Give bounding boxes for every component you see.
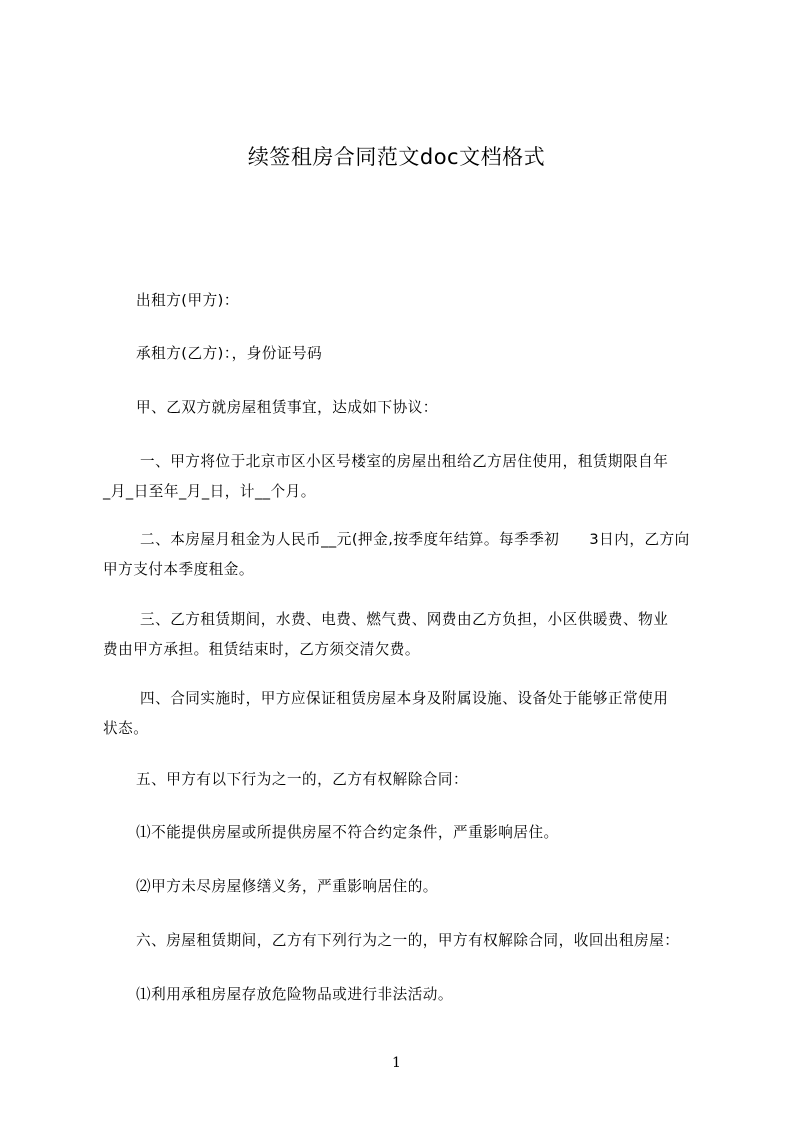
document-title: 续签租房合同范文doc文档格式 bbox=[247, 145, 546, 169]
clause-two-line-head: 二、本房屋月租金为人民币__元(押金,按季度年结算。每季季初 bbox=[140, 531, 560, 548]
clause-two-line-tail: 3日内，乙方向 bbox=[589, 531, 690, 548]
clause-five bbox=[103, 765, 736, 795]
paragraph-line: 三、乙方租赁期间，水费、电费、燃气费、网费由乙方负担，小区供暖费、物业 bbox=[140, 611, 669, 628]
paragraph-line: 五、甲方有以下行为之一的，乙方有权解除合同： bbox=[136, 771, 469, 788]
paragraph-line: ⑴利用承租房屋存放危险物品或进行非法活动。 bbox=[136, 986, 453, 1003]
clause-one bbox=[103, 447, 703, 507]
paragraph-line: ⑵甲方未尽房屋修缮义务，严重影响居住的。 bbox=[136, 878, 438, 895]
paragraph-line: 甲方支付本季度租金。 bbox=[103, 561, 254, 578]
clause-four bbox=[103, 684, 703, 744]
paragraph-line: 甲、乙双方就房屋租赁事宜，达成如下协议： bbox=[136, 399, 438, 416]
paragraph-line: ⑴不能提供房屋或所提供房屋不符合约定条件，严重影响居住。 bbox=[136, 824, 559, 841]
paragraph-line: 六、房屋租赁期间，乙方有下列行为之一的，甲方有权解除合同，收回出租房屋： bbox=[136, 932, 680, 949]
page-number: 1 bbox=[392, 1055, 401, 1071]
paragraph-line: _月_日至年_月_日，计__个月。 bbox=[103, 483, 316, 500]
paragraph-line bbox=[103, 525, 703, 555]
clause-six bbox=[103, 926, 736, 956]
paragraph-line: 费由甲方承担。租赁结束时，乙方须交清欠费。 bbox=[103, 641, 420, 658]
clause-five-item-2 bbox=[103, 872, 736, 902]
paragraph-agreement-intro bbox=[103, 393, 736, 423]
clause-three bbox=[103, 605, 703, 665]
clause-six-item-1 bbox=[103, 980, 736, 1010]
clause-five-item-1 bbox=[103, 818, 736, 848]
paragraph-lessee bbox=[103, 339, 736, 369]
paragraph-line: 状态。 bbox=[103, 720, 149, 737]
paragraph-line: 四、合同实施时，甲方应保证租赁房屋本身及附属设施、设备处于能够正常使用 bbox=[140, 690, 669, 707]
paragraph-line: 出租方(甲方)： bbox=[136, 292, 239, 309]
clause-two bbox=[103, 525, 703, 585]
paragraph-line: 承租方(乙方)：，身份证号码 bbox=[136, 345, 323, 362]
paragraph-lessor bbox=[103, 286, 736, 316]
paragraph-line: 一、甲方将位于北京市区小区号楼室的房屋出租给乙方居住使用，租赁期限自年 bbox=[140, 453, 669, 470]
